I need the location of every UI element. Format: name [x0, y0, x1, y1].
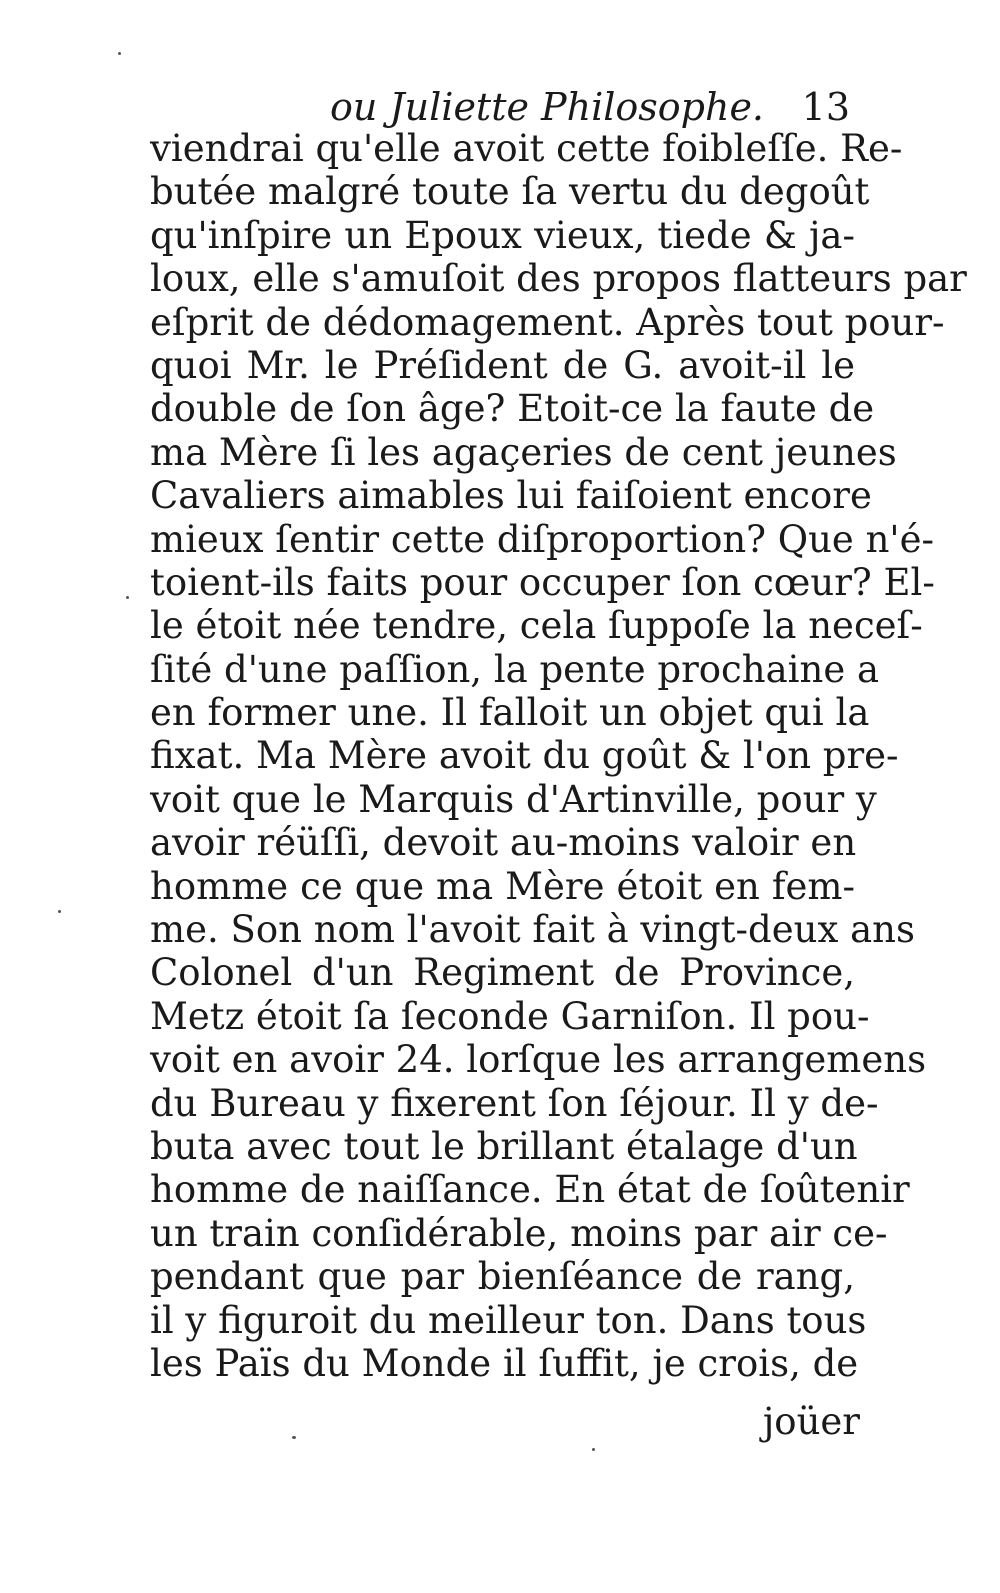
text-line: viendrai qu'elle avoit cette foibleſſe. Re-: [150, 127, 903, 170]
text-line: mieux ſentir cette diſproportion? Que n'é-: [150, 517, 934, 561]
text-line: buta avec tout le brillant étalage d'un: [150, 1124, 858, 1168]
running-head: [330, 82, 850, 132]
text-line: pendant que par bienſéance de rang,: [150, 1255, 855, 1299]
text-line: ma Mère ſi les agaçeries de cent jeunes: [150, 430, 897, 474]
text-line: homme ce que ma Mère étoit en fem-: [150, 864, 855, 908]
text-line: il y figuroit du meilleur ton. Dans tous: [150, 1298, 867, 1342]
text-line: Cavaliers aimables lui faiſoient encore: [150, 474, 872, 518]
text-line: ſité d'une paſſion, la pente prochaine a: [150, 647, 880, 691]
text-line: voit que le Marquis d'Artinville, pour y: [150, 777, 877, 821]
text-line: loux, elle s'amuſoit des propos flatteurs par: [150, 257, 967, 301]
text-line: en former une. Il falloit un objet qui la: [150, 691, 870, 735]
text-line: avoir réüſſi, devoit au-moins valoir en: [150, 821, 857, 865]
text-line: voit en avoir 24. lorſque les arrangemens: [150, 1038, 927, 1082]
text-line: fixat. Ma Mère avoit du goût & l'on pre-: [150, 734, 899, 778]
text-line: Metz étoit ſa ſeconde Garniſon. Il pou-: [150, 994, 870, 1038]
paper-speck: [126, 596, 129, 599]
paper-speck: [292, 1436, 296, 1439]
running-title: ou Juliette Philosophe.: [330, 85, 765, 129]
paper-speck: [592, 1448, 595, 1451]
text-line: toient-ils faits pour occuper ſon cœur? El-: [150, 560, 935, 604]
text-line: homme de naiſſance. En état de ſoûtenir: [150, 1168, 910, 1212]
text-line: Colonel d'un Regiment de Province,: [150, 951, 855, 995]
catchword: joüer: [762, 1400, 860, 1443]
text-line: un train conſidérable, moins par air ce-: [150, 1211, 888, 1255]
text-line: eſprit de dédomagement. Après tout pour-: [150, 300, 945, 344]
body-text: [150, 127, 967, 1385]
text-line: les Païs du Monde il ſuffit, je crois, de: [150, 1341, 859, 1385]
text-line: butée malgré toute ſa vertu du degoût: [150, 170, 870, 214]
text-line: qu'inſpire un Epoux vieux, tiede & ja-: [150, 213, 855, 257]
text-line: du Bureau y fixerent ſon ſéjour. Il y de-: [150, 1081, 879, 1125]
paper-speck: [58, 910, 61, 913]
text-line: double de ſon âge? Etoit-ce la faute de: [150, 387, 875, 431]
text-line: le étoit née tendre, cela ſuppoſe la neceſ-: [150, 604, 923, 648]
text-line: me. Son nom l'avoit fait à vingt-deux ans: [150, 908, 915, 952]
text-line: quoi Mr. le Préſident de G. avoit-il le: [150, 343, 855, 387]
page-number: 13: [801, 85, 850, 129]
paper-speck: [118, 52, 121, 55]
